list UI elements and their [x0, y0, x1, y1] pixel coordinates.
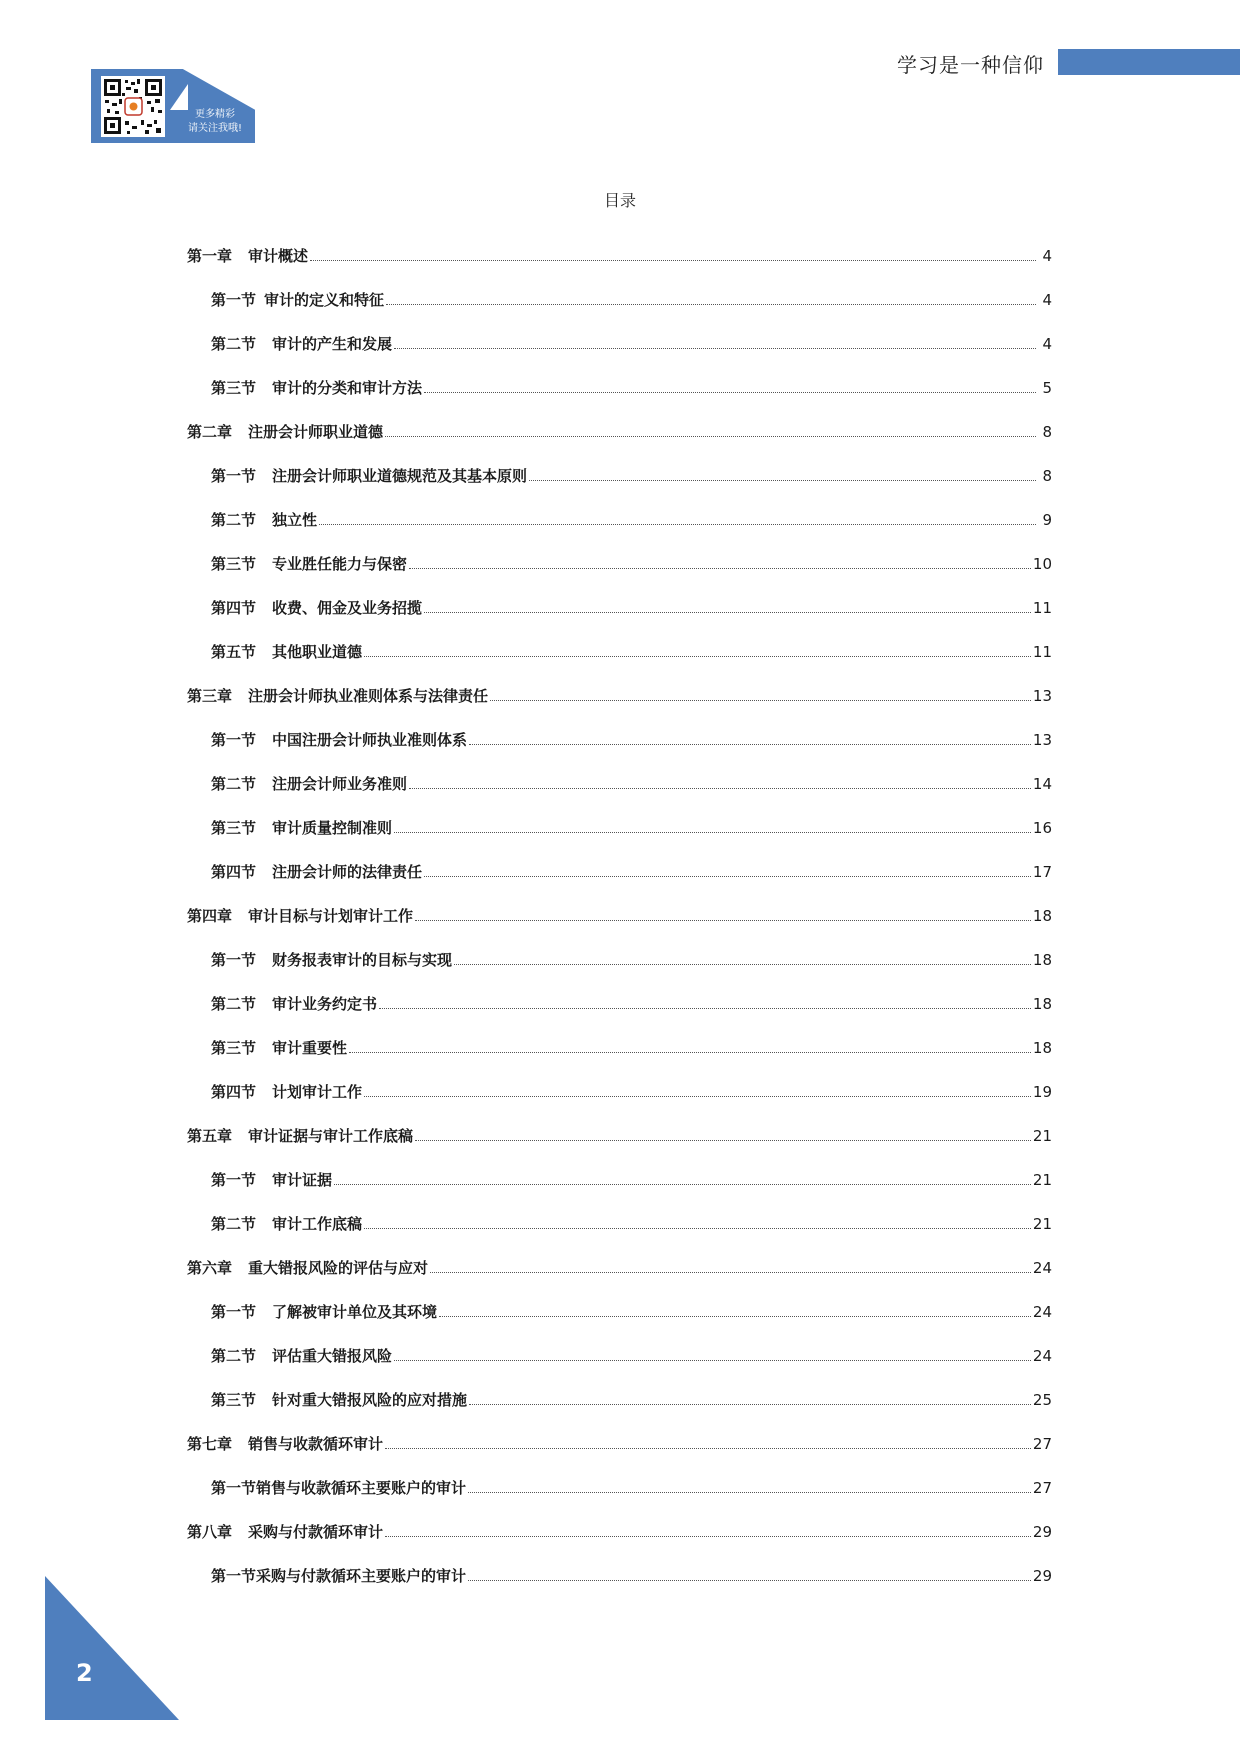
toc-entry-number: 第一节 — [211, 731, 257, 749]
toc-entry-page: 8 — [1042, 467, 1052, 485]
toc-dot-leader — [409, 775, 1031, 789]
qr-caption — [178, 108, 252, 136]
toc-section-entry[interactable] — [187, 554, 1052, 598]
toc-entry-page: 4 — [1042, 335, 1052, 353]
toc-dot-leader — [334, 1171, 1031, 1185]
qr-code-icon[interactable] — [101, 76, 165, 137]
toc-entry-page: 27 — [1032, 1479, 1052, 1497]
toc-dot-leader — [385, 1523, 1031, 1537]
toc-entry-number: 第一章 — [187, 247, 233, 265]
toc-section-entry[interactable] — [187, 1302, 1052, 1346]
toc-dot-leader — [424, 379, 1036, 393]
toc-dot-leader — [468, 1567, 1031, 1581]
toc-chapter-entry[interactable] — [187, 1258, 1052, 1302]
qr-caption-line2: 请关注我哦! — [187, 123, 242, 134]
toc-entry-page: 5 — [1042, 379, 1052, 397]
toc-entry-label: 计划审计工作 — [272, 1083, 363, 1101]
toc-entry-page: 29 — [1032, 1567, 1052, 1585]
toc-entry-page: 18 — [1032, 951, 1052, 969]
toc-entry-page: 18 — [1032, 995, 1052, 1013]
toc-entry-page: 24 — [1032, 1303, 1052, 1321]
toc-section-entry[interactable] — [187, 466, 1052, 510]
toc-dot-leader — [394, 335, 1036, 349]
toc-section-entry[interactable] — [187, 1478, 1052, 1522]
toc-section-entry[interactable] — [187, 1214, 1052, 1258]
toc-dot-leader — [468, 1479, 1031, 1493]
toc-entry-number: 第三节 — [211, 1039, 257, 1057]
toc-entry-page: 27 — [1032, 1435, 1052, 1453]
toc-section-entry[interactable] — [187, 290, 1052, 334]
toc-entry-label: 针对重大错报风险的应对措施 — [272, 1391, 468, 1409]
toc-section-entry[interactable] — [187, 1038, 1052, 1082]
toc-entry-number: 第一节 — [211, 1303, 257, 1321]
toc-entry-page: 24 — [1032, 1347, 1052, 1365]
toc-entry-page: 18 — [1032, 907, 1052, 925]
pointer-arrow-icon — [170, 84, 188, 110]
toc-entry-label: 注册会计师业务准则 — [272, 775, 408, 793]
toc-dot-leader — [319, 511, 1036, 525]
toc-entry-page: 16 — [1032, 819, 1052, 837]
toc-entry-label: 中国注册会计师执业准则体系 — [272, 731, 468, 749]
toc-section-entry[interactable] — [187, 1390, 1052, 1434]
toc-entry-number: 第三节 — [211, 555, 257, 573]
toc-entry-label: 审计的定义和特征 — [264, 291, 385, 309]
toc-entry-number: 第一节 — [211, 1479, 257, 1497]
toc-section-entry[interactable] — [187, 1170, 1052, 1214]
toc-section-entry[interactable] — [187, 818, 1052, 862]
toc-section-entry[interactable] — [187, 378, 1052, 422]
toc-entry-number: 第二节 — [211, 1347, 257, 1365]
toc-entry-number: 第四节 — [211, 599, 257, 617]
toc-entry-label: 注册会计师职业道德 — [248, 423, 384, 441]
toc-dot-leader — [310, 247, 1036, 261]
toc-dot-leader — [409, 555, 1031, 569]
toc-entry-label: 审计的分类和审计方法 — [272, 379, 423, 397]
toc-dot-leader — [469, 731, 1031, 745]
toc-entry-page: 13 — [1032, 731, 1052, 749]
toc-entry-number: 第五节 — [211, 643, 257, 661]
toc-entry-page: 8 — [1042, 423, 1052, 441]
toc-entry-label: 审计质量控制准则 — [272, 819, 393, 837]
table-of-contents — [187, 246, 1052, 1610]
toc-entry-label: 专业胜任能力与保密 — [272, 555, 408, 573]
toc-entry-number: 第三节 — [211, 819, 257, 837]
toc-entry-label: 注册会计师的法律责任 — [272, 863, 423, 881]
toc-section-entry[interactable] — [187, 862, 1052, 906]
toc-entry-page: 29 — [1032, 1523, 1052, 1541]
toc-entry-number: 第一节 — [211, 1171, 257, 1189]
toc-entry-page: 4 — [1042, 247, 1052, 265]
toc-entry-number: 第三章 — [187, 687, 233, 705]
toc-entry-label: 其他职业道德 — [272, 643, 363, 661]
toc-section-entry[interactable] — [187, 334, 1052, 378]
toc-dot-leader — [415, 907, 1031, 921]
toc-chapter-entry[interactable] — [187, 246, 1052, 290]
toc-entry-number: 第四节 — [211, 1083, 257, 1101]
toc-dot-leader — [364, 1083, 1031, 1097]
toc-dot-leader — [424, 863, 1031, 877]
toc-entry-number: 第二节 — [211, 995, 257, 1013]
toc-entry-number: 第二节 — [211, 511, 257, 529]
toc-entry-label: 销售与收款循环主要账户的审计 — [256, 1479, 467, 1497]
toc-title: 目录 — [603, 191, 636, 210]
toc-entry-page: 21 — [1032, 1215, 1052, 1233]
toc-dot-leader — [394, 1347, 1031, 1361]
toc-entry-number: 第二节 — [211, 335, 257, 353]
toc-dot-leader — [386, 291, 1036, 305]
toc-dot-leader — [454, 951, 1031, 965]
toc-entry-page: 10 — [1032, 555, 1052, 573]
toc-dot-leader — [385, 1435, 1031, 1449]
qr-caption-line1: 更多精彩 — [195, 109, 235, 120]
toc-entry-number: 第八章 — [187, 1523, 233, 1541]
toc-dot-leader — [364, 1215, 1031, 1229]
toc-entry-number: 第一节 — [211, 291, 257, 309]
toc-section-entry[interactable] — [187, 642, 1052, 686]
toc-entry-page: 11 — [1032, 643, 1052, 661]
toc-entry-number: 第四节 — [211, 863, 257, 881]
toc-chapter-entry[interactable] — [187, 422, 1052, 466]
toc-entry-number: 第二章 — [187, 423, 233, 441]
toc-entry-page: 14 — [1032, 775, 1052, 793]
toc-entry-label: 注册会计师执业准则体系与法律责任 — [248, 687, 489, 705]
toc-section-entry[interactable] — [187, 950, 1052, 994]
toc-chapter-entry[interactable] — [187, 686, 1052, 730]
toc-section-entry[interactable] — [187, 730, 1052, 774]
toc-entry-label: 独立性 — [272, 511, 318, 529]
toc-entry-page: 25 — [1032, 1391, 1052, 1409]
toc-entry-page: 19 — [1032, 1083, 1052, 1101]
toc-entry-page: 21 — [1032, 1171, 1052, 1189]
toc-entry-label: 了解被审计单位及其环境 — [272, 1303, 438, 1321]
header-accent-bar — [1058, 49, 1240, 75]
toc-entry-page: 24 — [1032, 1259, 1052, 1277]
toc-entry-number: 第二节 — [211, 775, 257, 793]
header-motto: 学习是一种信仰 — [897, 53, 1044, 77]
toc-entry-number: 第二节 — [211, 1215, 257, 1233]
toc-entry-number: 第七章 — [187, 1435, 233, 1453]
toc-entry-label: 注册会计师职业道德规范及其基本原则 — [272, 467, 528, 485]
toc-entry-number: 第一节 — [211, 951, 257, 969]
toc-entry-page: 13 — [1032, 687, 1052, 705]
toc-entry-label: 审计证据与审计工作底稿 — [248, 1127, 414, 1145]
toc-entry-page: 4 — [1042, 291, 1052, 309]
toc-entry-page: 21 — [1032, 1127, 1052, 1145]
toc-dot-leader — [349, 1039, 1031, 1053]
toc-section-entry[interactable] — [187, 994, 1052, 1038]
toc-entry-label: 采购与付款循环审计 — [248, 1523, 384, 1541]
toc-chapter-entry[interactable] — [187, 1522, 1052, 1566]
toc-dot-leader — [529, 467, 1036, 481]
toc-dot-leader — [394, 819, 1031, 833]
toc-dot-leader — [364, 643, 1031, 657]
toc-entry-page: 9 — [1042, 511, 1052, 529]
toc-section-entry[interactable] — [187, 510, 1052, 554]
toc-entry-page: 18 — [1032, 1039, 1052, 1057]
toc-entry-label: 审计目标与计划审计工作 — [248, 907, 414, 925]
toc-entry-page: 11 — [1032, 599, 1052, 617]
toc-dot-leader — [439, 1303, 1031, 1317]
toc-chapter-entry[interactable] — [187, 1126, 1052, 1170]
toc-entry-label: 审计概述 — [248, 247, 309, 265]
toc-entry-label: 财务报表审计的目标与实现 — [272, 951, 453, 969]
toc-entry-label: 审计业务约定书 — [272, 995, 378, 1013]
toc-entry-number: 第五章 — [187, 1127, 233, 1145]
toc-entry-label: 审计重要性 — [272, 1039, 348, 1057]
toc-entry-number: 第四章 — [187, 907, 233, 925]
toc-dot-leader — [379, 995, 1031, 1009]
toc-entry-label: 审计的产生和发展 — [272, 335, 393, 353]
toc-entry-label: 审计工作底稿 — [272, 1215, 363, 1233]
toc-entry-label: 评估重大错报风险 — [272, 1347, 393, 1365]
toc-entry-label: 销售与收款循环审计 — [248, 1435, 384, 1453]
toc-section-entry[interactable] — [187, 774, 1052, 818]
toc-entry-label: 重大错报风险的评估与应对 — [248, 1259, 429, 1277]
toc-chapter-entry[interactable] — [187, 1434, 1052, 1478]
toc-dot-leader — [490, 687, 1031, 701]
toc-dot-leader — [469, 1391, 1031, 1405]
toc-dot-leader — [424, 599, 1031, 613]
toc-section-entry[interactable] — [187, 1566, 1052, 1610]
toc-dot-leader — [415, 1127, 1031, 1141]
toc-section-entry[interactable] — [187, 1082, 1052, 1126]
toc-entry-number: 第三节 — [211, 379, 257, 397]
toc-entry-label: 审计证据 — [272, 1171, 333, 1189]
toc-chapter-entry[interactable] — [187, 906, 1052, 950]
toc-entry-page: 17 — [1032, 863, 1052, 881]
toc-dot-leader — [430, 1259, 1031, 1273]
toc-section-entry[interactable] — [187, 598, 1052, 642]
toc-section-entry[interactable] — [187, 1346, 1052, 1390]
page-number: 2 — [76, 1659, 93, 1687]
toc-entry-number: 第一节 — [211, 467, 257, 485]
toc-entry-number: 第六章 — [187, 1259, 233, 1277]
toc-entry-label: 采购与付款循环主要账户的审计 — [256, 1567, 467, 1585]
toc-entry-number: 第一节 — [211, 1567, 257, 1585]
toc-entry-label: 收费、佣金及业务招揽 — [272, 599, 423, 617]
toc-entry-number: 第三节 — [211, 1391, 257, 1409]
footer-corner-decoration — [45, 1576, 179, 1720]
toc-dot-leader — [385, 423, 1036, 437]
